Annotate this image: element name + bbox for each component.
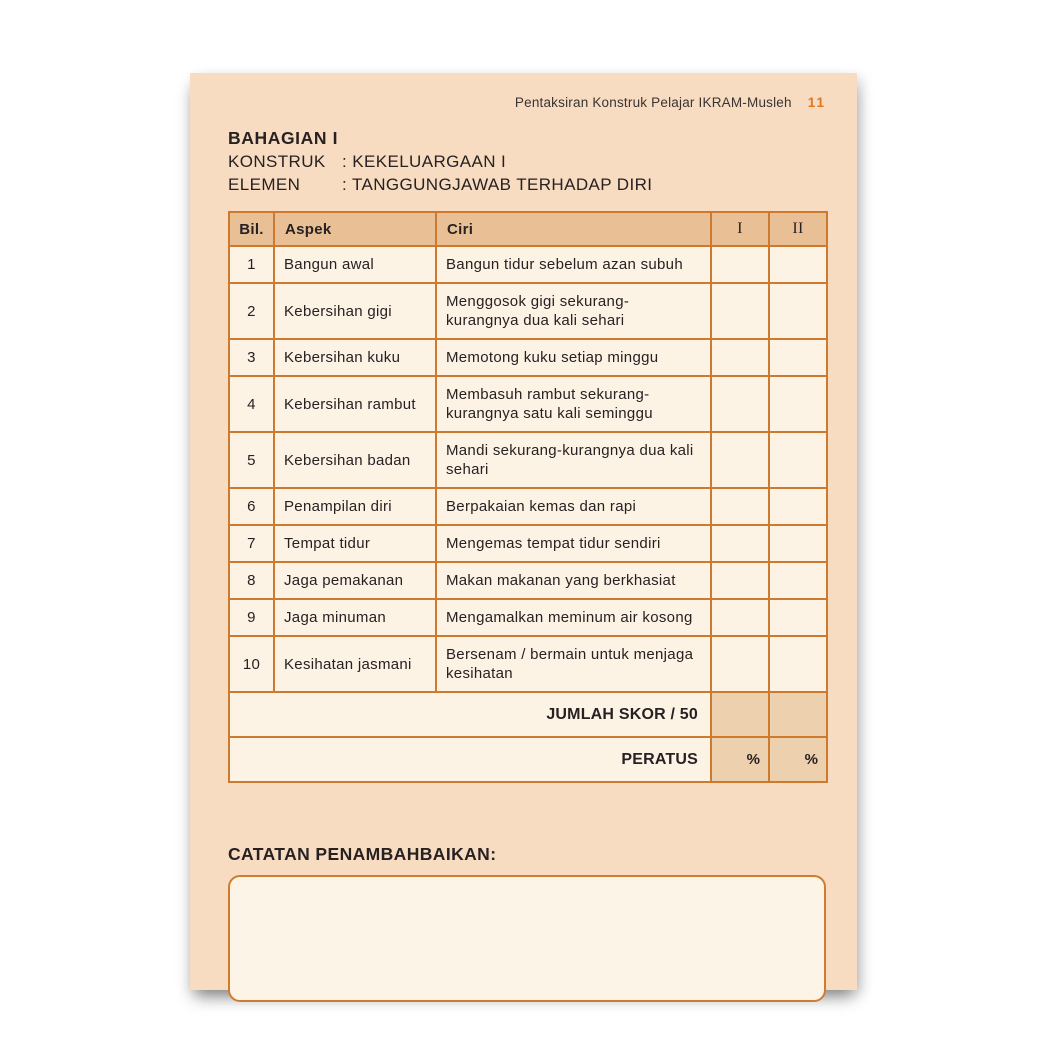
table-row xyxy=(229,432,827,488)
score-cell-i[interactable] xyxy=(711,339,769,376)
score-cell-ii[interactable] xyxy=(769,246,827,283)
table-row xyxy=(229,636,827,692)
table-row xyxy=(229,562,827,599)
score-cell-i[interactable] xyxy=(711,376,769,432)
cell-aspek: Tempat tidur xyxy=(274,525,436,562)
cell-aspek: Penampilan diri xyxy=(274,488,436,525)
score-cell-ii[interactable] xyxy=(769,376,827,432)
jumlah-score-cell-i[interactable] xyxy=(711,692,769,737)
cell-bil: 6 xyxy=(229,488,274,525)
table-row xyxy=(229,525,827,562)
cell-ciri: Mengamalkan meminum air kosong xyxy=(436,599,711,636)
cell-aspek: Kesihatan jasmani xyxy=(274,636,436,692)
cell-bil: 8 xyxy=(229,562,274,599)
jumlah-skor-label: JUMLAH SKOR / 50 xyxy=(229,692,711,737)
cell-aspek: Kebersihan gigi xyxy=(274,283,436,339)
cell-aspek: Kebersihan kuku xyxy=(274,339,436,376)
score-cell-i[interactable] xyxy=(711,432,769,488)
score-cell-ii[interactable] xyxy=(769,432,827,488)
section-title: BAHAGIAN I xyxy=(228,128,339,148)
score-cell-ii[interactable] xyxy=(769,339,827,376)
table-row xyxy=(229,339,827,376)
score-cell-i[interactable] xyxy=(711,488,769,525)
page-number: 11 xyxy=(807,95,826,110)
cell-ciri: Bangun tidur sebelum azan subuh xyxy=(436,246,711,283)
elemen-value: : TANGGUNGJAWAB TERHADAP DIRI xyxy=(342,175,653,194)
cell-bil: 7 xyxy=(229,525,274,562)
score-cell-ii[interactable] xyxy=(769,636,827,692)
peratus-row xyxy=(229,737,827,782)
konstruk-label: KONSTRUK xyxy=(228,152,326,171)
score-cell-ii[interactable] xyxy=(769,283,827,339)
column-header-ciri: Ciri xyxy=(436,212,711,246)
cell-aspek: Kebersihan rambut xyxy=(274,376,436,432)
score-cell-ii[interactable] xyxy=(769,525,827,562)
cell-ciri: Makan makanan yang berkhasiat xyxy=(436,562,711,599)
page-content xyxy=(228,127,826,1002)
jumlah-score-cell-ii[interactable] xyxy=(769,692,827,737)
score-cell-i[interactable] xyxy=(711,283,769,339)
score-cell-i[interactable] xyxy=(711,562,769,599)
cell-ciri: Membasuh rambut sekurang-kurangnya satu kali seminggu xyxy=(436,376,711,432)
peratus-cell-ii[interactable]: % xyxy=(769,737,827,782)
cell-bil: 2 xyxy=(229,283,274,339)
score-cell-i[interactable] xyxy=(711,636,769,692)
peratus-label: PERATUS xyxy=(229,737,711,782)
jumlah-skor-row xyxy=(229,692,827,737)
table-row xyxy=(229,283,827,339)
score-cell-ii[interactable] xyxy=(769,562,827,599)
cell-bil: 5 xyxy=(229,432,274,488)
running-header-title: Pentaksiran Konstruk Pelajar IKRAM-Musleh xyxy=(514,95,792,110)
score-cell-ii[interactable] xyxy=(769,599,827,636)
cell-aspek: Jaga minuman xyxy=(274,599,436,636)
cell-bil: 4 xyxy=(229,376,274,432)
cell-aspek: Bangun awal xyxy=(274,246,436,283)
page-header xyxy=(515,95,826,110)
cell-aspek: Jaga pemakanan xyxy=(274,562,436,599)
column-header-i: I xyxy=(711,212,769,246)
cell-ciri: Menggosok gigi sekurang-kurangnya dua kali sehari xyxy=(436,283,711,339)
page-card xyxy=(190,73,857,990)
meta-line-konstruk xyxy=(228,150,826,173)
table-header-row xyxy=(229,212,827,246)
table-row xyxy=(229,376,827,432)
meta-line-elemen xyxy=(228,173,826,196)
table-row xyxy=(229,488,827,525)
notes-box[interactable] xyxy=(228,875,826,1002)
cell-bil: 10 xyxy=(229,636,274,692)
elemen-label: ELEMEN xyxy=(228,175,301,194)
konstruk-value: : KEKELUARGAAN I xyxy=(342,152,507,171)
cell-bil: 9 xyxy=(229,599,274,636)
cell-aspek: Kebersihan badan xyxy=(274,432,436,488)
column-header-ii: II xyxy=(769,212,827,246)
score-cell-i[interactable] xyxy=(711,525,769,562)
notes-label: CATATAN PENAMBAHBAIKAN: xyxy=(228,844,497,864)
cell-bil: 3 xyxy=(229,339,274,376)
column-header-aspek: Aspek xyxy=(274,212,436,246)
peratus-cell-i[interactable]: % xyxy=(711,737,769,782)
cell-ciri: Memotong kuku setiap minggu xyxy=(436,339,711,376)
score-cell-i[interactable] xyxy=(711,246,769,283)
cell-ciri: Mengemas tempat tidur sendiri xyxy=(436,525,711,562)
cell-ciri: Mandi sekurang-kurangnya dua kali sehari xyxy=(436,432,711,488)
cell-ciri: Berpakaian kemas dan rapi xyxy=(436,488,711,525)
table-row xyxy=(229,246,827,283)
table-row xyxy=(229,599,827,636)
cell-bil: 1 xyxy=(229,246,274,283)
column-header-bil: Bil. xyxy=(229,212,274,246)
score-cell-ii[interactable] xyxy=(769,488,827,525)
cell-ciri: Bersenam / bermain untuk menjaga kesihatan xyxy=(436,636,711,692)
assessment-table xyxy=(228,211,828,783)
score-cell-i[interactable] xyxy=(711,599,769,636)
